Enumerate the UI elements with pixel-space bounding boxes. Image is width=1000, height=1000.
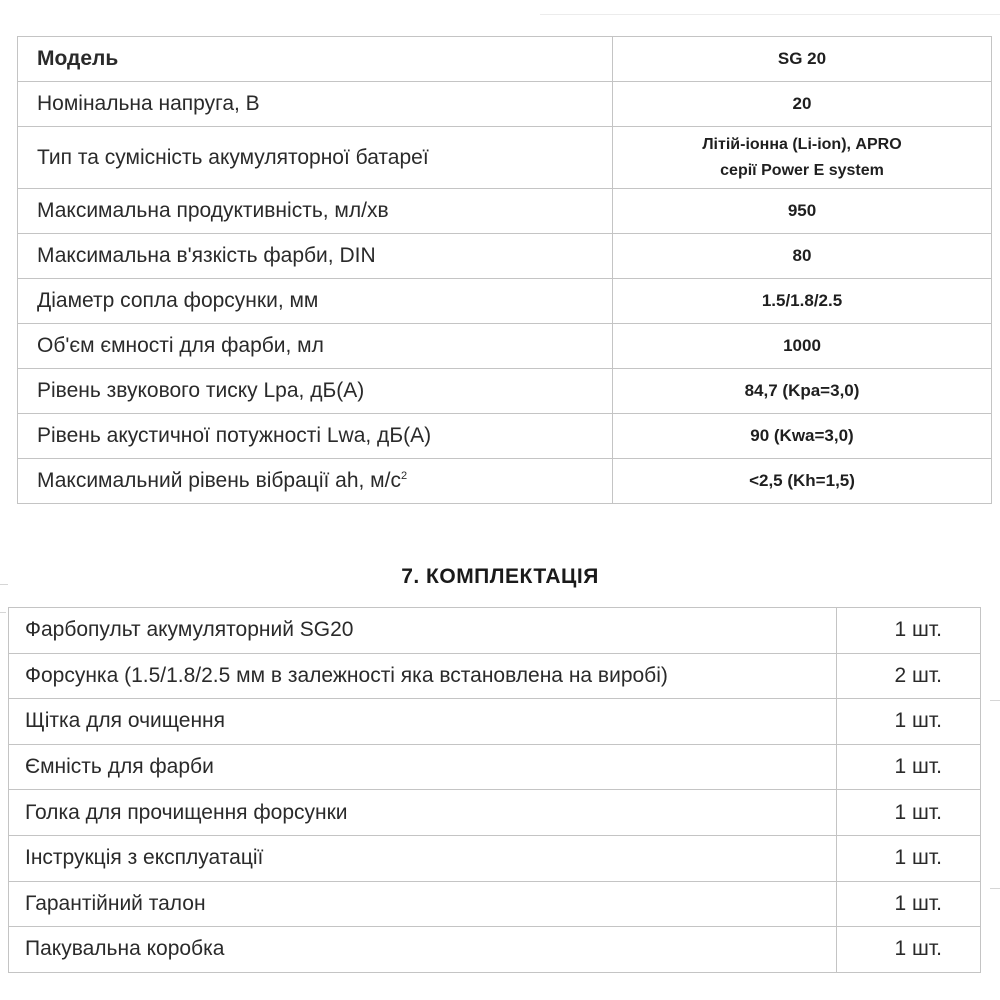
specifications-table [17,36,992,504]
contents-row [9,653,981,699]
spec-row [18,414,992,459]
contents-row [9,744,981,790]
spec-row [18,37,992,82]
spec-value: <2,5 (Kh=1,5) [613,459,992,504]
spec-row [18,234,992,279]
spec-row [18,369,992,414]
spec-label: Номінальна напруга, В [18,82,613,127]
contents-item: Гарантійний талон [9,881,837,927]
spec-value: 90 (Kwa=3,0) [613,414,992,459]
spec-value: 1000 [613,324,992,369]
spec-row [18,189,992,234]
spec-label: Об'єм ємності для фарби, мл [18,324,613,369]
spec-value: 20 [613,82,992,127]
contents-row [9,881,981,927]
scan-mark [990,888,1000,889]
spec-label: Максимальна продуктивність, мл/хв [18,189,613,234]
contents-qty: 1 шт. [837,790,981,836]
spec-value-line: серії Power E system [720,161,884,179]
spec-row [18,459,992,504]
contents-row [9,835,981,881]
spec-value [613,127,992,189]
contents-item: Інструкція з експлуатації [9,835,837,881]
spec-label [18,459,613,504]
spec-value: 80 [613,234,992,279]
contents-item: Ємність для фарби [9,744,837,790]
spec-label-text: Максимальний рівень вібрації ah, м/с [37,469,401,492]
spec-row [18,279,992,324]
contents-row [9,927,981,973]
spec-row [18,324,992,369]
spec-label: Діаметр сопла форсунки, мм [18,279,613,324]
spec-value-line: Літій-іонна (Li-ion), APRO [702,135,902,153]
spec-label: Рівень акустичної потужності Lwa, дБ(А) [18,414,613,459]
package-contents-table [8,607,981,973]
spec-value: SG 20 [613,37,992,82]
contents-item: Форсунка (1.5/1.8/2.5 мм в залежності яка встановлена на виробі) [9,653,837,699]
spec-row [18,127,992,189]
contents-row [9,790,981,836]
contents-qty: 1 шт. [837,699,981,745]
scan-mark [540,14,1000,15]
spec-row [18,82,992,127]
contents-item: Щітка для очищення [9,699,837,745]
contents-qty: 1 шт. [837,608,981,654]
contents-qty: 1 шт. [837,835,981,881]
contents-row [9,699,981,745]
spec-label: Модель [18,37,613,82]
spec-value: 84,7 (Kpa=3,0) [613,369,992,414]
spec-label: Рівень звукового тиску Lpa, дБ(А) [18,369,613,414]
contents-item: Пакувальна коробка [9,927,837,973]
contents-item: Голка для прочищення форсунки [9,790,837,836]
scan-mark [990,700,1000,701]
scan-mark [0,612,6,613]
contents-qty: 1 шт. [837,927,981,973]
contents-qty: 2 шт. [837,653,981,699]
contents-qty: 1 шт. [837,744,981,790]
spec-value: 950 [613,189,992,234]
section-heading: 7. КОМПЛЕКТАЦІЯ [401,565,599,588]
contents-qty: 1 шт. [837,881,981,927]
contents-item: Фарбопульт акумуляторний SG20 [9,608,837,654]
spec-label-superscript: 2 [400,470,408,482]
spec-label: Тип та сумісність акумуляторної батареї [18,127,613,189]
spec-value: 1.5/1.8/2.5 [613,279,992,324]
spec-label: Максимальна в'язкість фарби, DIN [18,234,613,279]
contents-row [9,608,981,654]
